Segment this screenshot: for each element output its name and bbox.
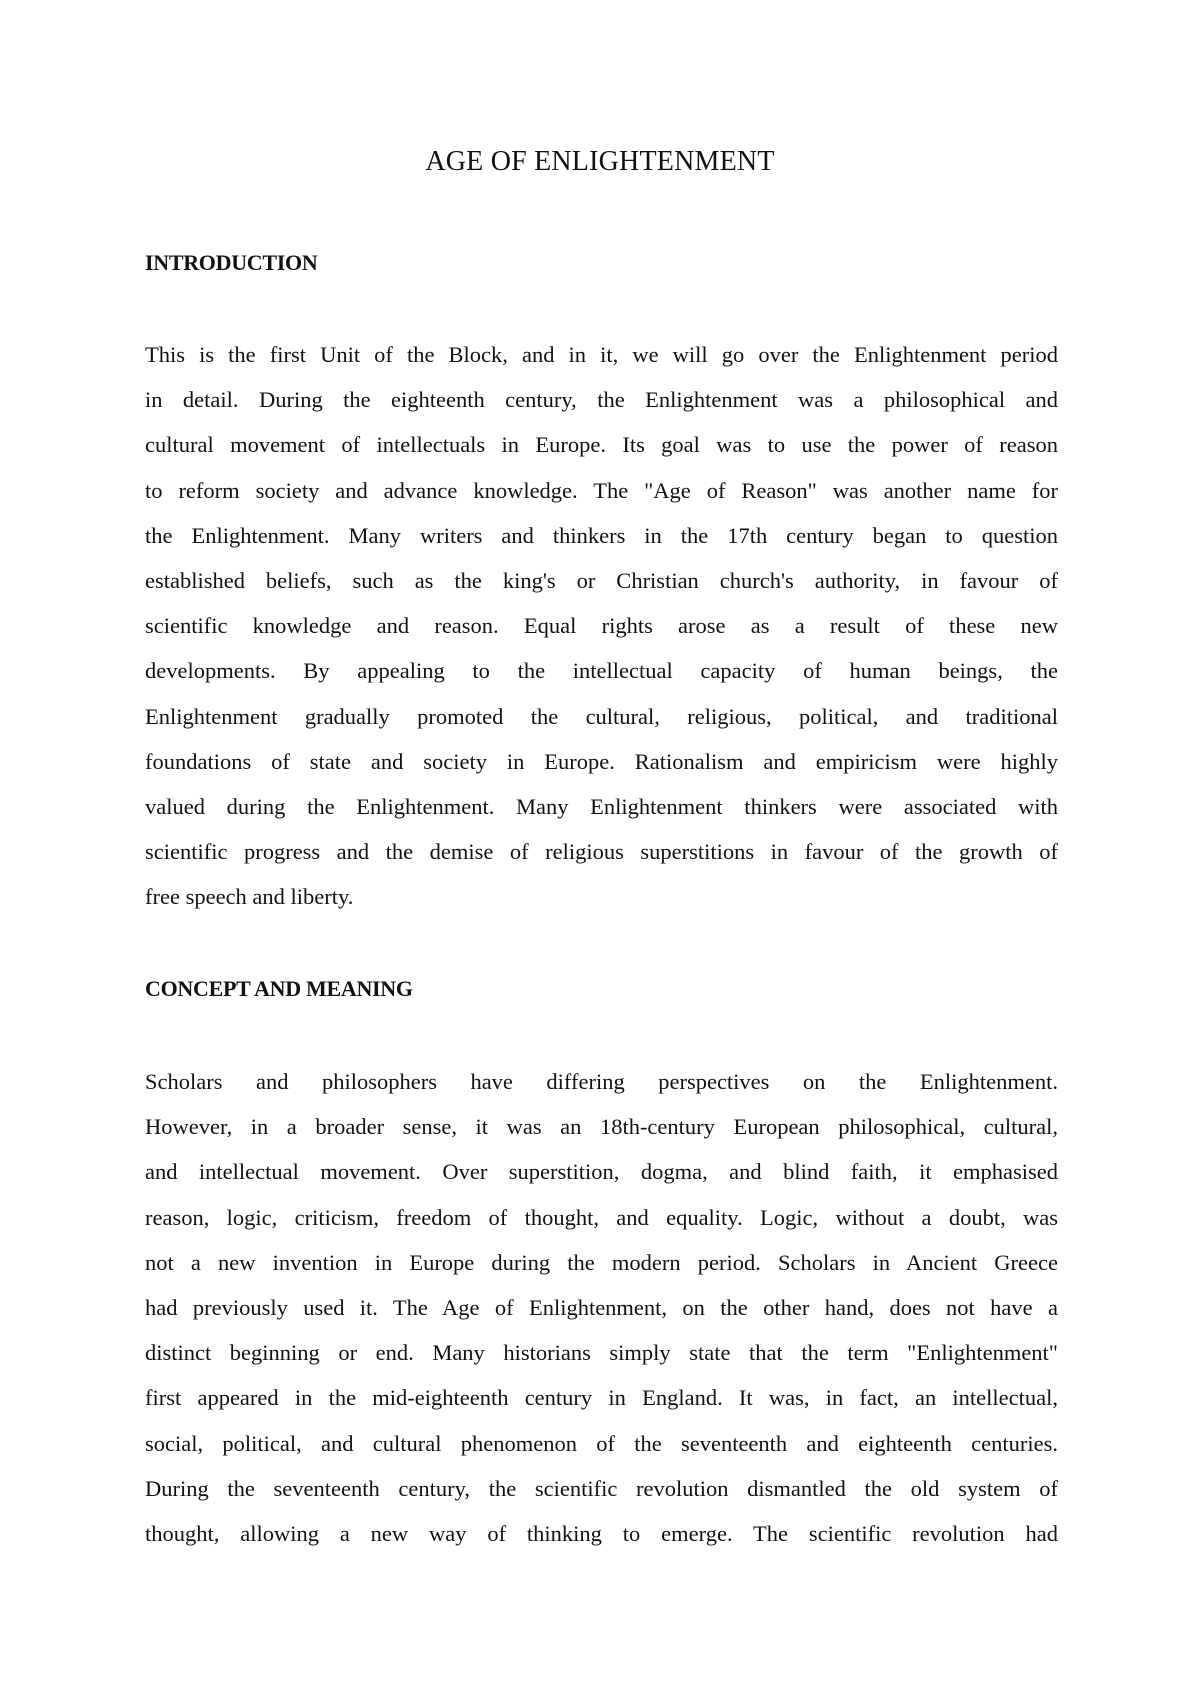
section-heading-introduction: INTRODUCTION [145, 250, 318, 275]
document-title: AGE OF ENLIGHTENMENT [425, 146, 775, 177]
paragraph-line: This is the first Unit of the Block, and in it, we will go over the Enlightenment period [145, 342, 1058, 367]
paragraph-line: had previously used it. The Age of Enlightenment, on the other hand, does not have a [145, 1294, 1058, 1320]
paragraph-line: the Enlightenment. Many writers and thinkers in the 17th century began to question [145, 522, 1058, 548]
paragraph-line: not a new invention in Europe during the modern period. Scholars in Ancient Greece [145, 1249, 1058, 1275]
paragraph-line: scientific knowledge and reason. Equal rights arose as a result of these new [145, 613, 1058, 639]
paragraph-line: free speech and liberty. [145, 884, 354, 910]
paragraph-line: scientific progress and the demise of religious superstitions in favour of the growth of [145, 839, 1058, 865]
paragraph-line: first appeared in the mid-eighteenth century in England. It was, in fact, an intellectual, [145, 1385, 1058, 1411]
paragraph-line: distinct beginning or end. Many historians simply state that the term "Enlightenment" [145, 1340, 1058, 1366]
paragraph-line: social, political, and cultural phenomenon of the seventeenth and eighteenth centuries. [145, 1430, 1058, 1456]
paragraph-line: and intellectual movement. Over superstition, dogma, and blind faith, it emphasised [145, 1159, 1058, 1185]
paragraph-line: established beliefs, such as the king's or Christian church's authority, in favour of [145, 567, 1058, 593]
paragraph-line: to reform society and advance knowledge. The "Age of Reason" was another name for [145, 477, 1058, 503]
paragraph-line: reason, logic, criticism, freedom of thought, and equality. Logic, without a doubt, was [145, 1204, 1058, 1230]
paragraph-line: developments. By appealing to the intellectual capacity of human beings, the [145, 658, 1058, 684]
paragraph-line: However, in a broader sense, it was an 18th-century European philosophical, cultural, [145, 1114, 1058, 1140]
section-heading-concept-and-meaning: CONCEPT AND MEANING [145, 976, 413, 1001]
paragraph-line: Scholars and philosophers have differing perspectives on the Enlightenment. [145, 1069, 1058, 1094]
paragraph-line: During the seventeenth century, the scientific revolution dismantled the old system of [145, 1475, 1058, 1501]
paragraph-line: cultural movement of intellectuals in Europe. Its goal was to use the power of reason [145, 432, 1058, 458]
paragraph-line: in detail. During the eighteenth century, the Enlightenment was a philosophical and [145, 387, 1058, 413]
introduction-paragraph [145, 332, 1058, 919]
concept-paragraph [145, 1059, 1058, 1556]
paragraph-line: Enlightenment gradually promoted the cultural, religious, political, and traditional [145, 703, 1058, 729]
paragraph-line: foundations of state and society in Europe. Rationalism and empiricism were highly [145, 748, 1058, 774]
paragraph-line: valued during the Enlightenment. Many Enlightenment thinkers were associated with [145, 793, 1058, 819]
paragraph-line: thought, allowing a new way of thinking to emerge. The scientific revolution had [145, 1520, 1058, 1546]
